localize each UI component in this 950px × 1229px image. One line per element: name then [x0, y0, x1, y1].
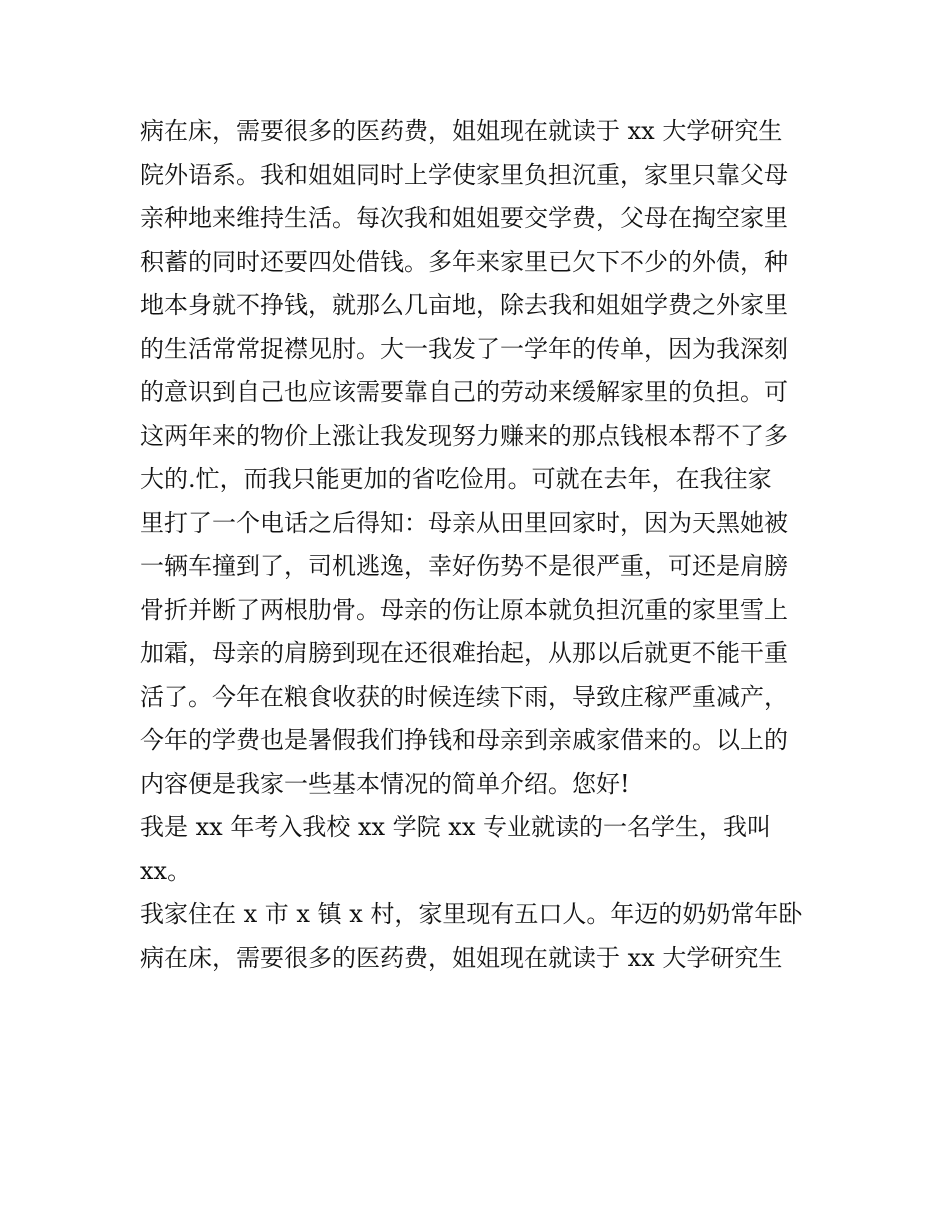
text-line: 活了。今年在粮食收获的时候连续下雨，导致庄稼严重减产，: [140, 682, 788, 711]
text-line: 积蓄的同时还要四处借钱。多年来家里已欠下不少的外债，种: [140, 247, 788, 276]
text-line: 大的.忙，而我只能更加的省吃俭用。可就在去年，在我往家: [140, 465, 772, 493]
text-line: 地本身就不挣钱，就那么几亩地，除去我和姐姐学费之外家里: [140, 291, 788, 319]
text-line: 这两年来的物价上涨让我发现努力赚来的那点钱根本帮不了多: [140, 421, 788, 450]
text-line: 今年的学费也是暑假我们挣钱和母亲到亲戚家借来的。以上的: [140, 726, 788, 754]
text-line: 病在床，需要很多的医药费，姐姐现在就读于 xx 大学研究生: [140, 943, 783, 972]
text-line: 骨折并断了两根肋骨。母亲的伤让原本就负担沉重的家里雪上: [140, 595, 788, 624]
text-line: 院外语系。我和姐姐同时上学使家里负担沉重，家里只靠父母: [140, 160, 788, 189]
document-body: [140, 110, 820, 980]
text-line: 病在床，需要很多的医药费，姐姐现在就读于 xx 大学研究生: [140, 117, 783, 145]
text-line: 的生活常常捉襟见肘。大一我发了一学年的传单，因为我深刻: [140, 334, 788, 363]
text-line: 加霜，母亲的肩膀到现在还很难抬起，从那以后就更不能干重: [140, 639, 788, 667]
text-line: 我是 xx 年考入我校 xx 学院 xx 专业就读的一名学生，我叫: [140, 813, 771, 841]
text-line: 内容便是我家一些基本情况的简单介绍。您好!: [140, 769, 630, 798]
text-line: 的意识到自己也应该需要靠自己的劳动来缓解家里的负担。可: [140, 378, 788, 406]
text-line: xx。: [140, 856, 192, 885]
text-line: 我家住在 x 市 x 镇 x 村，家里现有五口人。年迈的奶奶常年卧: [140, 900, 803, 928]
text-line: 一辆车撞到了，司机逃逸，幸好伤势不是很严重，可还是肩膀: [140, 552, 788, 580]
text-line: 亲种地来维持生活。每次我和姐姐要交学费，父母在掏空家里: [140, 204, 788, 232]
text-line: 里打了一个电话之后得知：母亲从田里回家时，因为天黑她被: [140, 508, 788, 537]
